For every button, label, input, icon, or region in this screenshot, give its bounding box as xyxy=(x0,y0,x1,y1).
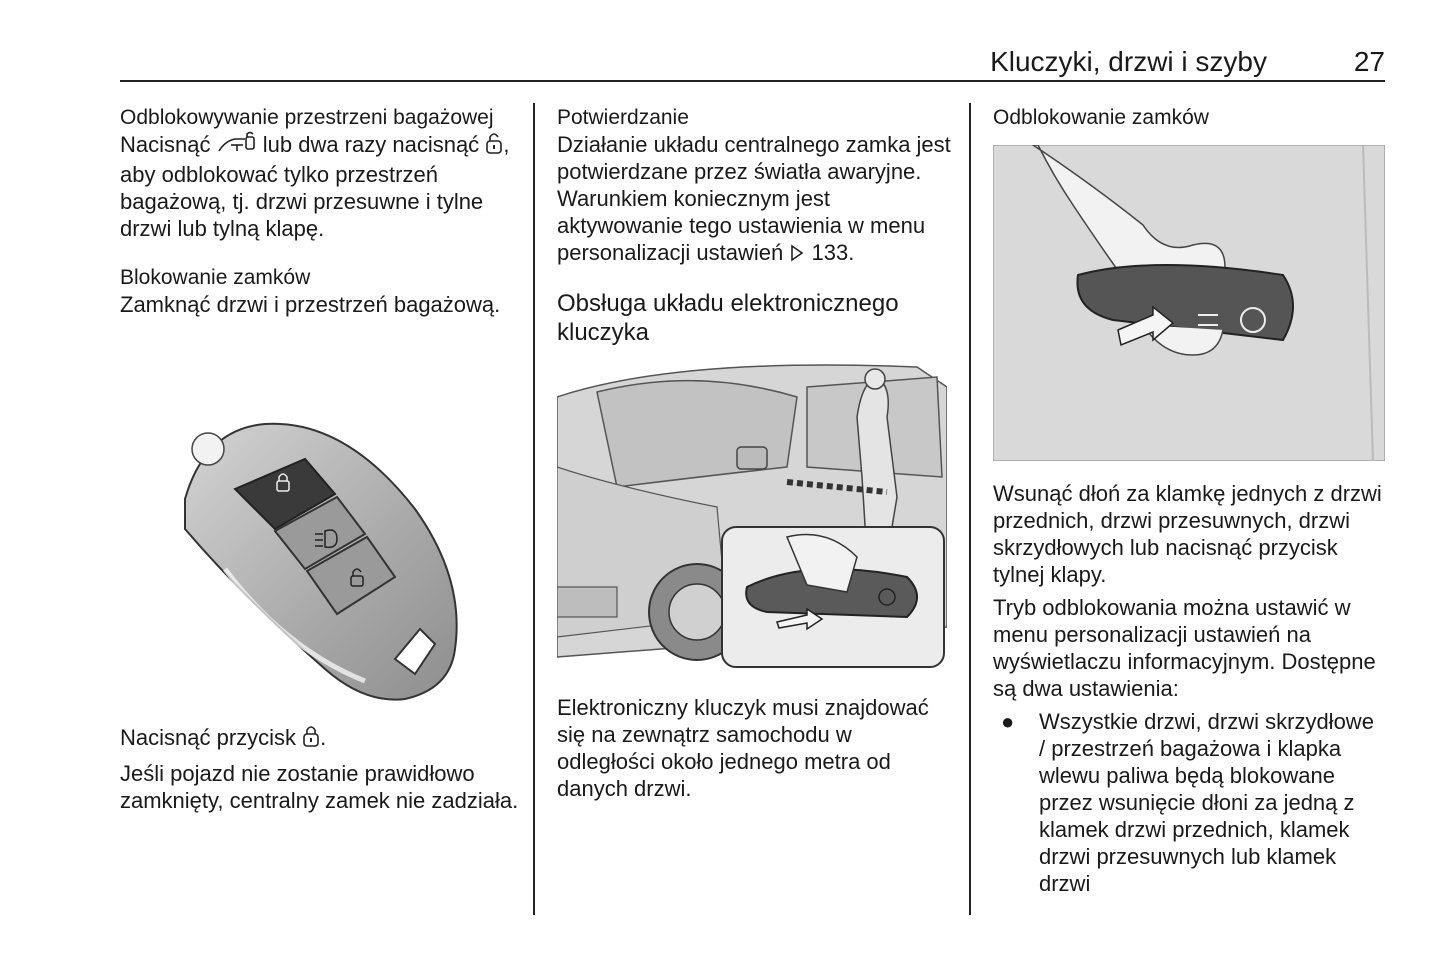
lock-padlock-icon xyxy=(302,724,320,754)
warning-text: Jeśli pojazd nie zostanie prawidłowo zamknięty, centralny zamek nie zadziała. xyxy=(120,761,519,813)
section-heading-confirm: Potwierdzanie xyxy=(557,106,689,129)
page-header xyxy=(120,44,1385,80)
section-heading-locking: Blokowanie zamków xyxy=(120,266,311,289)
unlock-mode-text: Tryb odblokowania można ustawić w menu personalizacji ustawień na wyświetlaczu informacyjnym. Dostępne są dwa ustawienia: xyxy=(993,595,1376,701)
column-2 xyxy=(557,104,952,801)
key-fob-illustration xyxy=(165,419,495,719)
confirm-text: Działanie układu centralnego zamka jest potwierdzane przez światła awaryjne. Warunkiem koniecznym jest aktywowanie tego ustawienia w menu personalizacji ustawień 133. xyxy=(557,131,952,269)
section-heading-unlock-cargo: Odblokowywanie przestrzeni bagażowej xyxy=(120,106,494,129)
unlock-padlock-icon xyxy=(485,131,503,161)
cross-reference-arrow-icon xyxy=(789,242,805,269)
column-divider-1 xyxy=(533,103,535,915)
header-rule xyxy=(120,80,1385,82)
bullet-text: Wszystkie drzwi, drzwi skrzydłowe / przestrzeń bagażowa i klapka wlewu paliwa będą blokowane przez wsunięcie dłoni za jedną z klamek drzwi przednich, klamek drzwi przesuwnych lub klamek drzwi xyxy=(1039,709,1374,896)
van-illustration xyxy=(557,357,947,672)
section-heading-unlocking: Odblokowanie zamków xyxy=(993,106,1209,129)
door-handle-illustration xyxy=(993,145,1385,461)
column-divider-2 xyxy=(969,103,971,915)
column-1 xyxy=(120,104,520,813)
page-number: 27 xyxy=(1353,46,1385,77)
locking-text: Zamknąć drzwi i przestrzeń bagażową. xyxy=(120,292,501,317)
unlock-cargo-text: Nacisnąć lub dwa razy nacisnąć , aby odblokować tylko przestrzeń bagażową, tj. drzwi przesuwne i tylne drzwi lub tylną klapę. xyxy=(120,132,510,241)
bullet-dot: ● xyxy=(1001,709,1015,734)
unlock-instructions-text: Wsunąć dłoń za klamkę jednych z drzwi przednich, drzwi przesuwnych, drzwi skrzydłowych lub nacisnąć przycisk tylnej klapy. xyxy=(993,481,1382,587)
column-3 xyxy=(993,104,1385,896)
key-range-text: Elektroniczny kluczyk musi znajdować się na zewnątrz samochodu w odległości około jednego metra od danych drzwi. xyxy=(557,695,929,801)
list-item xyxy=(993,708,1385,897)
chapter-title: Kluczyki, drzwi i szyby xyxy=(990,46,1267,77)
main-heading-electronic-key: Obsługa układu elektronicznego kluczyka xyxy=(557,290,899,346)
tailgate-key-icon xyxy=(217,131,257,161)
press-button-text: Nacisnąć przycisk . xyxy=(120,724,520,754)
